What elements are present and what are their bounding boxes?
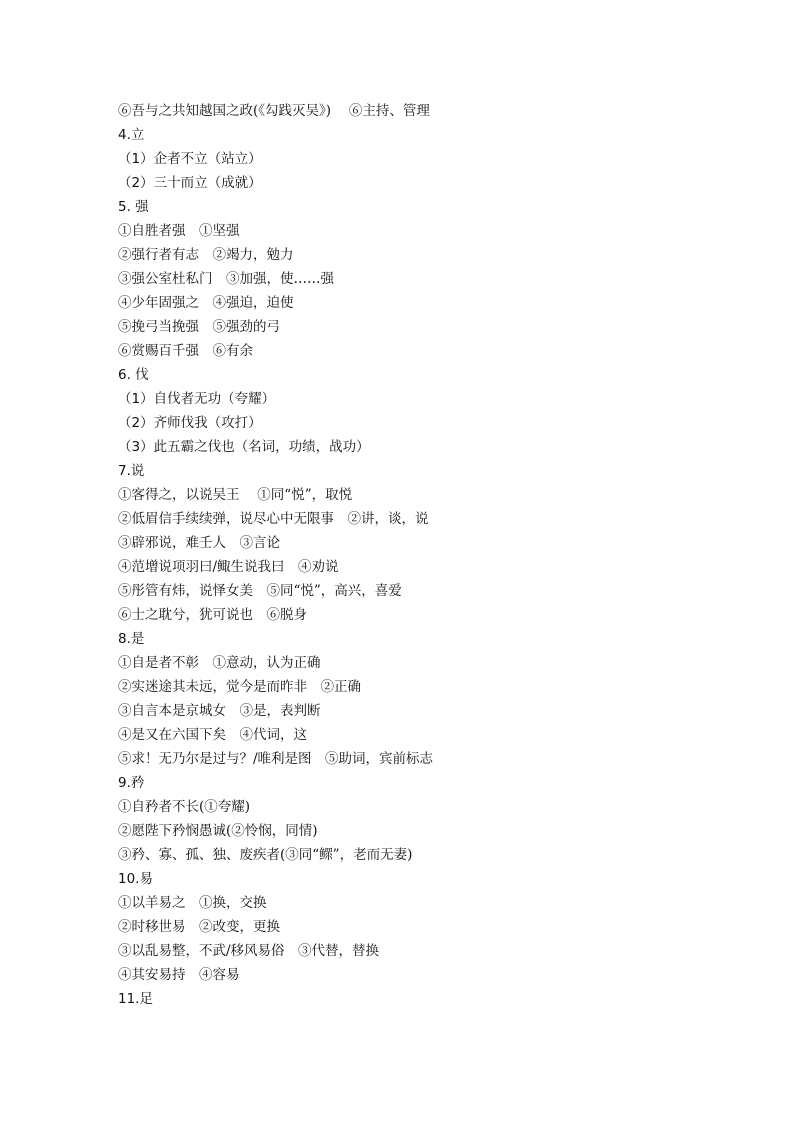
entry-heading: 6. 伐 <box>118 367 149 383</box>
entry-line: ③以乱易整，不武/移风易俗 ③代替，替换 <box>118 943 380 959</box>
vocabulary-notes <box>118 99 678 1011</box>
entry-line: ⑤求！无乃尔是过与？/唯利是图 ⑤助词，宾前标志 <box>118 751 434 767</box>
entry-line: ③自言本是京城女 ③是，表判断 <box>118 703 321 719</box>
entry-heading: 11.足 <box>118 991 153 1007</box>
entry-line: （3）此五霸之伐也（名词，功绩，战功） <box>118 439 370 455</box>
entry-line: ①自是者不彰 ①意动，认为正确 <box>118 655 321 671</box>
entry-line: ③矜、寡、孤、独、废疾者(③同“鳏”，老而无妻) <box>118 847 413 863</box>
entry-line: ①自矜者不长(①夸耀) <box>118 799 251 815</box>
entry-heading: 7.说 <box>118 463 145 479</box>
entry-heading: 10.易 <box>118 871 153 887</box>
entry-line: ⑥赏赐百千强 ⑥有余 <box>118 343 253 359</box>
entry-line: ④其安易持 ④容易 <box>118 967 240 983</box>
entry-line: ②强行者有志 ②竭力，勉力 <box>118 247 294 263</box>
entry-heading: 4.立 <box>118 127 145 143</box>
entry-heading: 8.是 <box>118 631 145 647</box>
entry-line: （2）齐师伐我（攻打） <box>118 415 262 431</box>
entry-heading: 5. 强 <box>118 199 149 215</box>
entry-line: ⑤彤管有炜，说怿女美 ⑤同“悦”，高兴，喜爱 <box>118 583 402 599</box>
entry-line: ③辟邪说，难壬人 ③言论 <box>118 535 280 551</box>
entry-line: ①自胜者强 ①坚强 <box>118 223 240 239</box>
entry-line: ④是又在六国下矣 ④代词，这 <box>118 727 307 743</box>
entry-line: ②愿陛下矜悯愚诚(②怜悯，同情) <box>118 823 318 839</box>
entry-line: （1）自伐者无功（夸耀） <box>118 391 276 407</box>
entry-line: ②时移世易 ②改变，更换 <box>118 919 280 935</box>
entry-line: ②低眉信手续续弹，说尽心中无限事 ②讲，谈，说 <box>118 511 429 527</box>
entry-line: ①客得之，以说吴王 ①同“悦”，取悦 <box>118 487 353 503</box>
entry-line: ②实迷途其未远，觉今是而昨非 ②正确 <box>118 679 361 695</box>
entry-line: （1）企者不立（站立） <box>118 151 262 167</box>
entry-line: ①以羊易之 ①换，交换 <box>118 895 267 911</box>
entry-line: ⑥吾与之共知越国之政(《勾践灭吴》) ⑥主持、管理 <box>118 103 430 119</box>
entry-heading: 9.矜 <box>118 775 145 791</box>
entry-line: （2）三十而立（成就） <box>118 175 262 191</box>
entry-line: ④少年固强之 ④强迫，迫使 <box>118 295 294 311</box>
entry-line: ⑥士之耽兮，犹可说也 ⑥脱身 <box>118 607 307 623</box>
entry-line: ④范增说项羽曰/鲰生说我曰 ④劝说 <box>118 559 339 575</box>
entry-line: ③强公室杜私门 ③加强，使……强 <box>118 271 334 287</box>
entry-line: ⑤挽弓当挽强 ⑤强劲的弓 <box>118 319 280 335</box>
